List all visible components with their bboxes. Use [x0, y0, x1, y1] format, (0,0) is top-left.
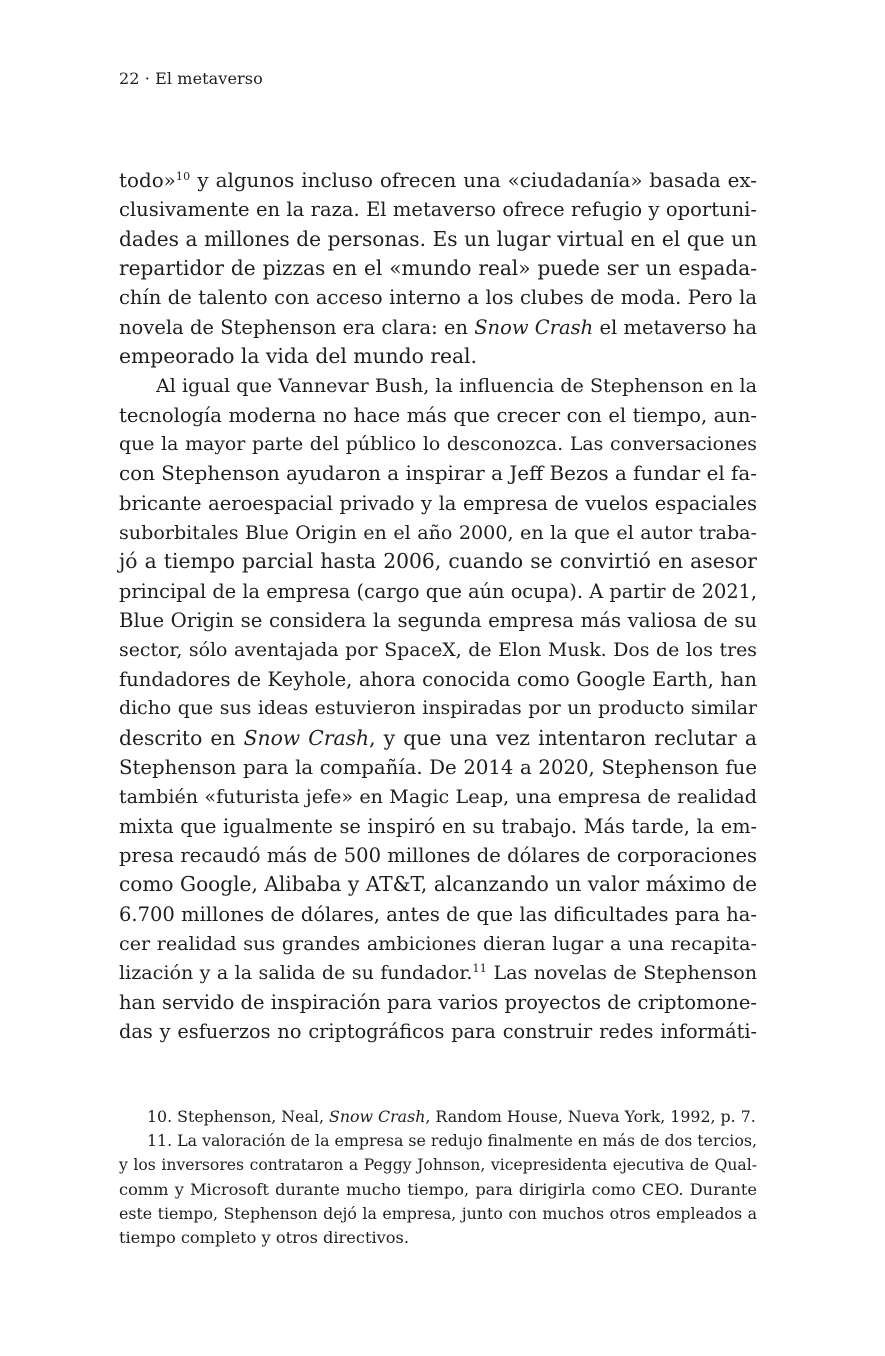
- body-line: todo»$^{10}$ y algunos incluso ofrecen una «ciudadanía» basada ex-: [119, 169, 757, 192]
- body-line: principal de la empresa (cargo que aún ocupa). A partir de 2021,: [119, 579, 757, 603]
- body-line: que la mayor parte del público lo desconozca. Las conversaciones: [119, 433, 757, 456]
- book-title: Snow Crash: [243, 725, 370, 750]
- body-line: cer realidad sus grandes ambiciones dieran lugar a una recapita-: [119, 931, 757, 955]
- book-title: Snow Crash: [329, 1107, 426, 1126]
- body-line: das y esfuerzos no criptográficos para construir redes informáti-: [119, 1019, 757, 1043]
- body-line: suborbitales Blue Origin en el año 2000, en la que el autor traba-: [119, 521, 757, 545]
- body-line: Blue Origin se considera la segunda empresa más valiosa de su: [119, 609, 757, 633]
- body-line: empeorado la vida del mundo real.: [119, 344, 477, 369]
- footnote-11: 11. La valoración de la empresa se redujo finalmente en más de dos tercios,: [147, 1131, 757, 1151]
- footnote-line: y los inversores contrataron a Peggy Johnson, vicepresidenta ejecutiva de Qual-: [119, 1156, 757, 1175]
- body-line: clusivamente en la raza. El metaverso ofrece refugio y oportuni-: [119, 198, 757, 222]
- book-title: Snow Crash: [474, 315, 594, 339]
- body-line: bricante aeroespacial privado y la empresa de vuelos espaciales: [119, 491, 757, 515]
- body-line: novela de Stephenson era clara: en Snow Crash el metaverso ha: [119, 315, 757, 339]
- body-text: [119, 166, 757, 1046]
- body-line: mixta que igualmente se inspiró en su trabajo. Más tarde, la em-: [119, 814, 757, 838]
- body-line: dicho que sus ideas estuvieron inspiradas por un producto similar: [119, 697, 757, 720]
- footnote-10: 10. Stephenson, Neal, Snow Crash, Random House, Nueva York, 1992, p. 7.: [147, 1107, 756, 1126]
- body-line: dades a millones de personas. Es un lugar virtual en el que un: [119, 226, 757, 251]
- footnote-ref[interactable]: 11: [472, 962, 488, 976]
- body-line: chín de talento con acceso interno a los clubes de moda. Pero la: [119, 286, 757, 310]
- body-line: también «futurista jefe» en Magic Leap, una empresa de realidad: [119, 785, 757, 809]
- footnote-line: este tiempo, Stephenson dejó la empresa, junto con muchos otros empleados a: [119, 1203, 757, 1223]
- running-header: 22 · El metaverso: [119, 69, 263, 88]
- footnote-ref[interactable]: 10: [175, 169, 191, 183]
- footnotes: [119, 1105, 757, 1250]
- footnote-line: tiempo completo y otros directivos.: [119, 1227, 409, 1247]
- body-line: Al igual que Vannevar Bush, la influencia de Stephenson en la: [156, 374, 757, 398]
- body-line: sector, sólo aventajada por SpaceX, de Elon Musk. Dos de los tres: [119, 638, 757, 661]
- body-line: jó a tiempo parcial hasta 2006, cuando se convirtió en asesor: [119, 549, 757, 574]
- body-line: repartidor de pizzas en el «mundo real» puede ser un espada-: [119, 256, 757, 281]
- footnote-line: comm y Microsoft durante mucho tiempo, para dirigirla como CEO. Durante: [119, 1179, 757, 1199]
- body-line: han servido de inspiración para varios proyectos de criptomone-: [119, 990, 757, 1014]
- body-line: 6.700 millones de dólares, antes de que las dificultades para ha-: [119, 902, 757, 926]
- body-line: fundadores de Keyhole, ahora conocida como Google Earth, han: [119, 667, 757, 691]
- body-line: lización y a la salida de su fundador.$^{11}$ Las novelas de Stephenson: [119, 961, 757, 985]
- body-line: Stephenson para la compañía. De 2014 a 2020, Stephenson fue: [119, 755, 757, 779]
- body-line: con Stephenson ayudaron a inspirar a Jeff Bezos a fundar el fa-: [119, 462, 757, 486]
- body-line: tecnología moderna no hace más que crecer con el tiempo, aun-: [119, 403, 757, 427]
- body-line: presa recaudó más de 500 millones de dólares de corporaciones: [119, 843, 757, 867]
- body-line: como Google, Alibaba y AT&T, alcanzando un valor máximo de: [119, 872, 757, 897]
- body-line: descrito en Snow Crash, y que una vez intentaron reclutar a: [119, 725, 757, 750]
